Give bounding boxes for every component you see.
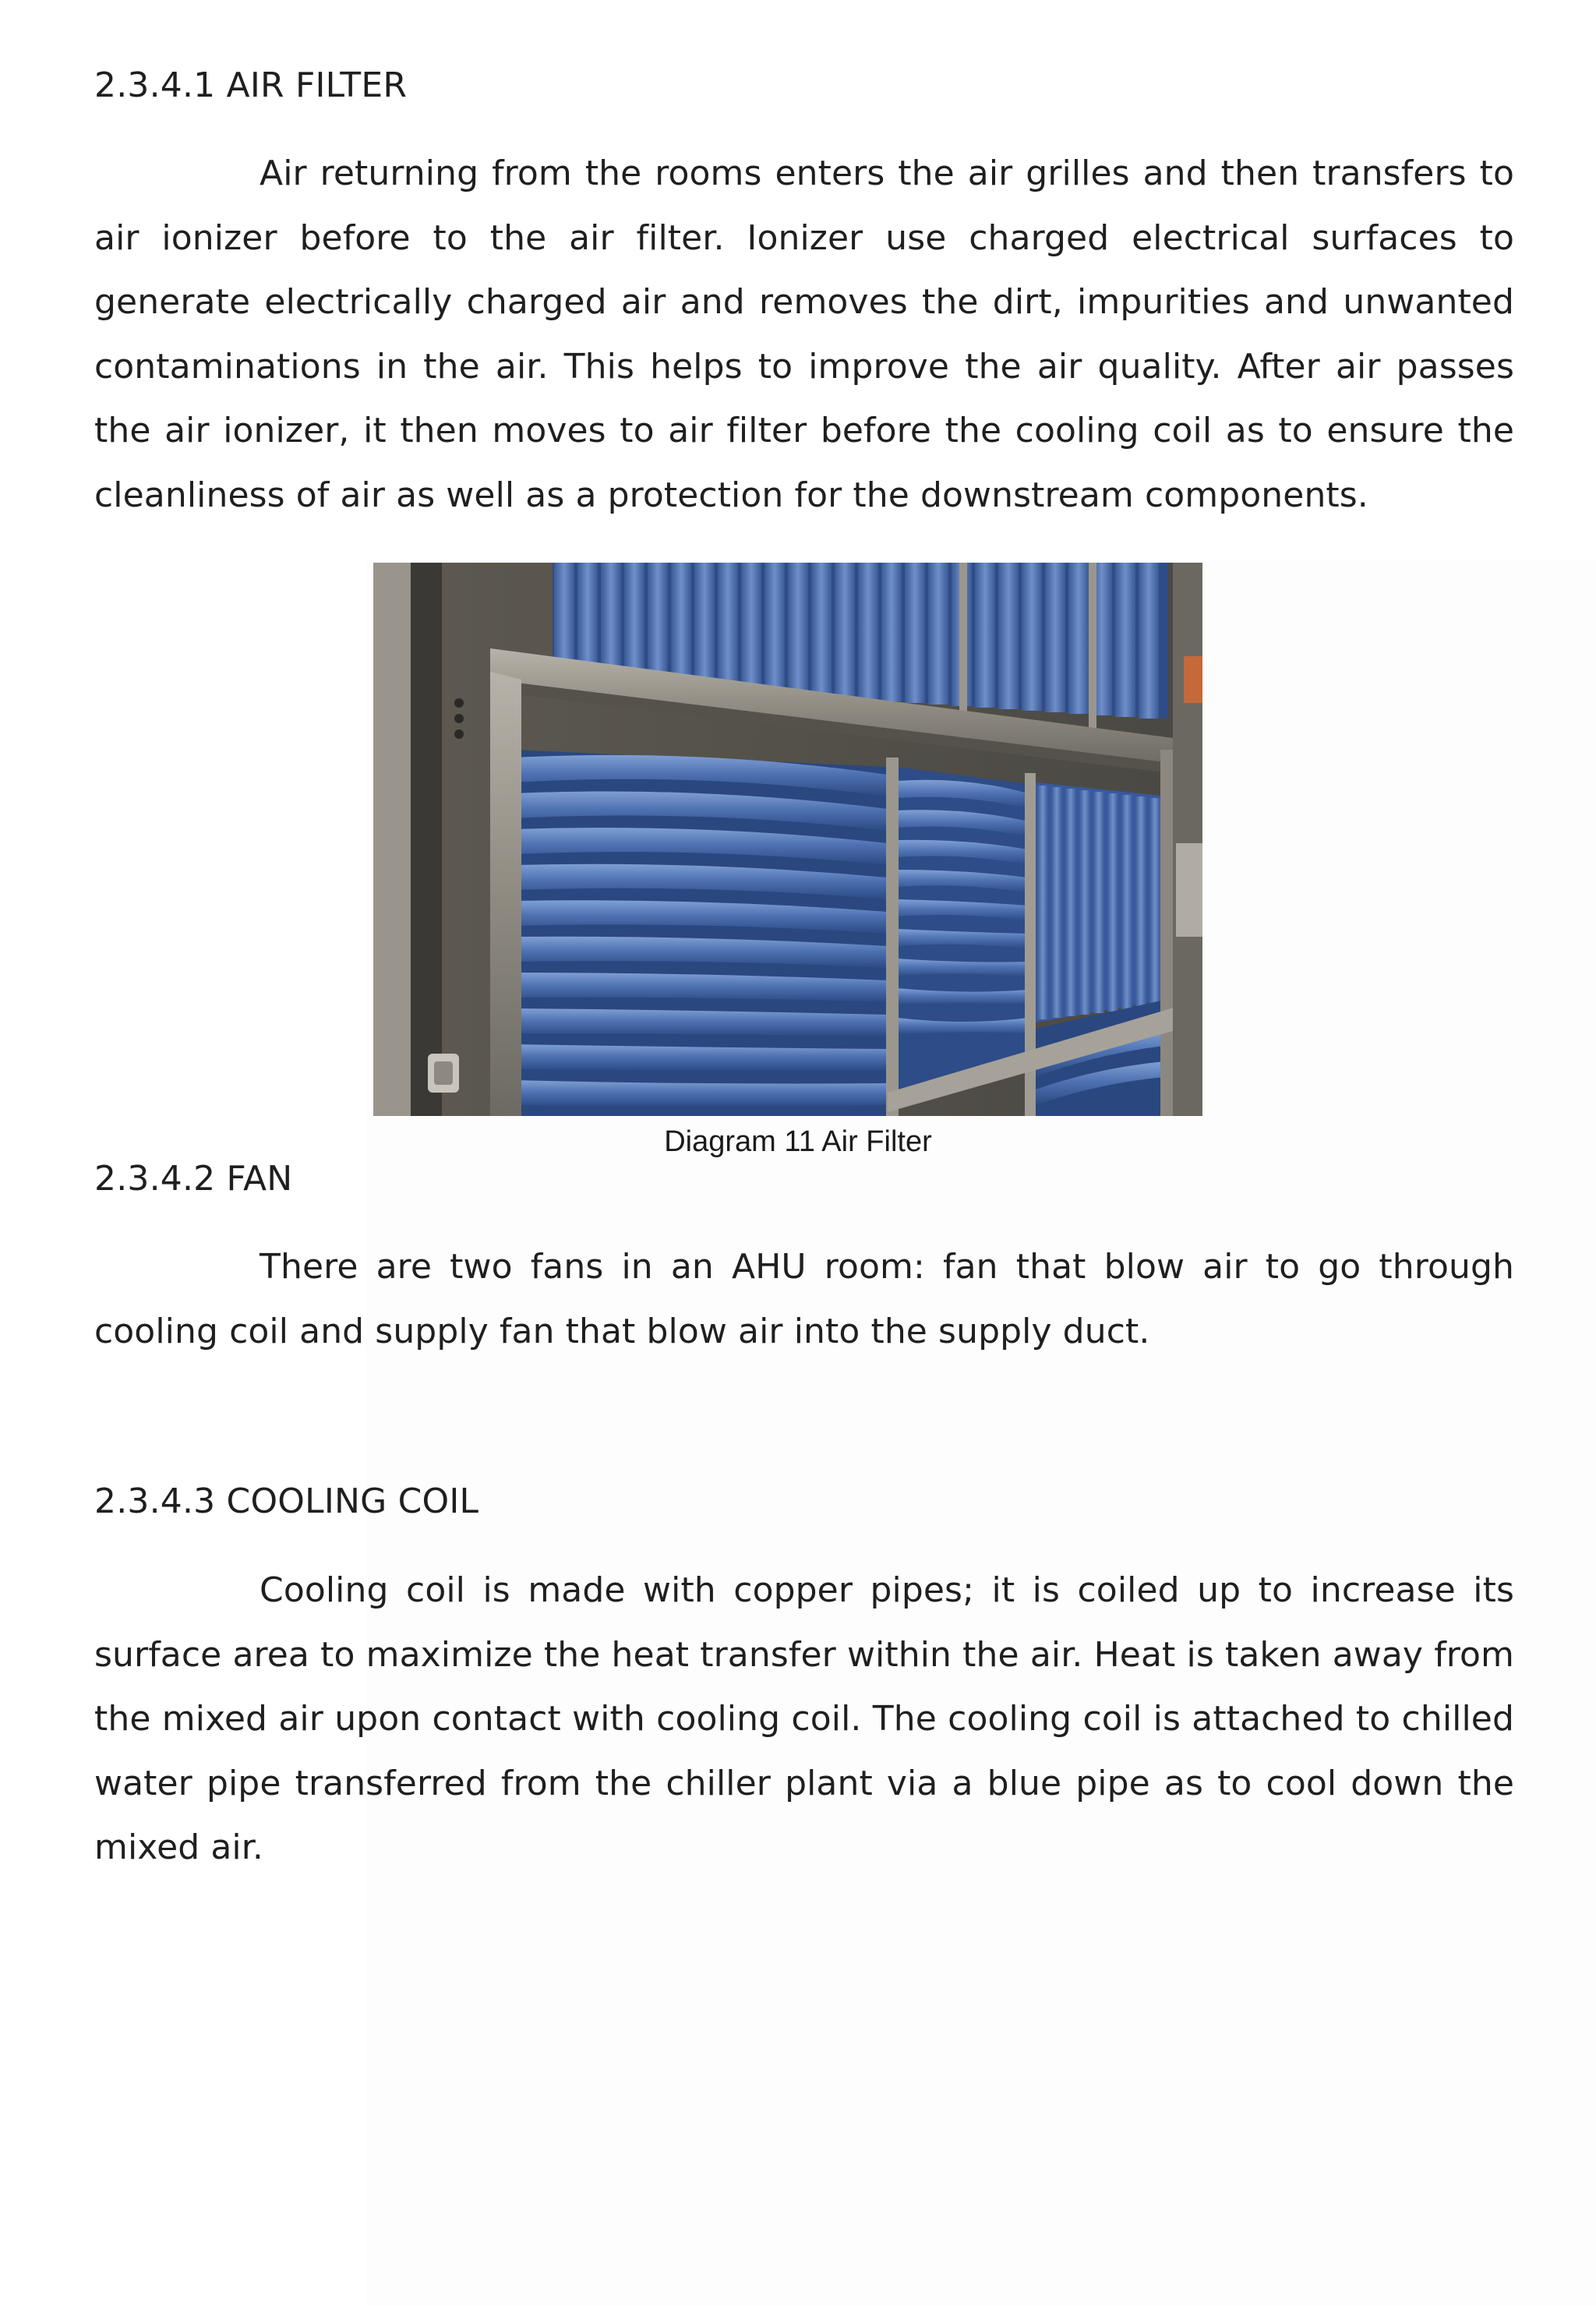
right-filter-pleats [1037,786,1160,1019]
paragraph-fan: There are two fans in an AHU room: fan that blow air to go through cooling coil and supply fan that blow air into the supply duct. [94,1247,1514,1351]
section-heading-air-filter: 2.3.4.1 AIR FILTER [94,65,408,105]
section-heading-fan: 2.3.4.2 FAN [94,1159,293,1199]
middle-filter-pleats [897,780,1028,1035]
section-heading-cooling-coil: 2.3.4.3 COOLING COIL [94,1481,479,1521]
paragraph-air-filter: Air returning from the rooms enters the air grilles and then transfers to air ionizer before to the air filter. Ionizer use charged electrical surfaces to generate electrically charged air and removes the dirt, impurities and unwanted contaminations in the air. This helps to improve the air quality. After air passes the air ionizer, it then moves to air filter before the cooling coil as to ensure the cleanliness of air as well as a protection for the downstream components. [94,154,1514,515]
figure-caption: Diagram 11 Air Filter [664,1125,932,1158]
paragraph-cooling-coil: Cooling coil is made with copper pipes; it is coiled up to increase its surface area to maximize the heat transfer within the air. Heat is taken away from the mixed air upon contact with cooling coil. The cooling coil is attached to chilled water pipe transferred from the chiller plant via a blue pipe as to cool down the mixed air. [94,1570,1514,1867]
air-filter-photo [373,563,1202,1116]
